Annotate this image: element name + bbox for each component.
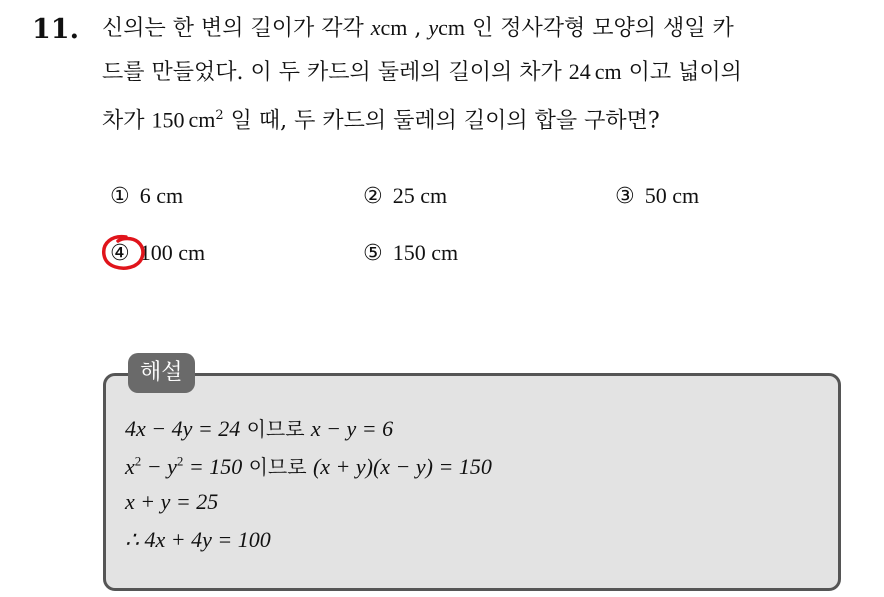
choice-1[interactable]	[110, 183, 183, 209]
choice-text: 6 cm	[139, 183, 184, 208]
question-text: 인 정사각형 모양의 생일 카	[465, 16, 734, 41]
connector-text: 이므로	[242, 455, 313, 479]
equation: 4x − 4y = 24	[125, 416, 241, 441]
question-text: 신의는 한 변의 길이가 각각	[102, 16, 371, 41]
area-diff-value: 150	[151, 107, 185, 133]
equation: (x + y)(x − y) = 150	[312, 454, 492, 479]
exponent: 2	[134, 453, 142, 469]
equation: x − y = 6	[310, 416, 394, 441]
solution-line-1	[125, 413, 393, 442]
exponent: 2	[215, 108, 224, 123]
question-text: 드를 만들었다. 이 두 카드의 둘레의 길이의 차가	[102, 60, 569, 85]
var-x: x	[370, 15, 381, 40]
equation: ∴ 4x + 4y = 100	[125, 527, 271, 552]
equation: x	[125, 454, 135, 479]
answer-circle-mark	[100, 233, 148, 273]
question-line-1	[102, 10, 734, 47]
equation: − y	[141, 454, 177, 479]
question-text: 일 때, 두 카드의 둘레의 길이의 합을 구하면?	[223, 108, 660, 134]
question-text: 이고 넓이의	[621, 60, 742, 85]
choice-text: 25 cm	[392, 183, 448, 208]
connector-text: 이므로	[240, 417, 311, 441]
choice-number: ③	[615, 184, 635, 209]
choice-3[interactable]	[615, 183, 699, 209]
choice-5[interactable]	[363, 240, 458, 266]
choice-number: ①	[110, 184, 130, 209]
unit-cm: cm	[438, 15, 466, 40]
perimeter-diff-value: 24	[568, 59, 591, 84]
question-text: 차가	[102, 108, 152, 134]
question-line-3	[102, 98, 660, 139]
unit-cm: cm	[188, 107, 216, 133]
unit-cm: cm	[380, 15, 408, 40]
unit-cm: cm	[594, 59, 622, 84]
exponent: 2	[176, 453, 184, 469]
solution-line-4	[125, 527, 271, 553]
choice-number: ④	[110, 241, 130, 266]
choice-number: ②	[363, 184, 383, 209]
question-line-2	[102, 54, 742, 91]
solution-tag: 해설	[128, 353, 195, 393]
var-y: y	[428, 15, 439, 40]
equation: = 150	[183, 454, 243, 479]
separator: ,	[407, 16, 429, 41]
choice-2[interactable]	[363, 183, 447, 209]
equation: x + y = 25	[125, 489, 219, 514]
solution-box	[103, 373, 841, 591]
choice-text: 100 cm	[139, 240, 206, 265]
solution-line-3	[125, 489, 218, 515]
choice-text: 50 cm	[644, 183, 700, 208]
question-number: 11.	[32, 14, 79, 45]
choice-number: ⑤	[363, 241, 383, 266]
choice-text: 150 cm	[392, 240, 459, 265]
solution-line-2	[125, 451, 492, 480]
